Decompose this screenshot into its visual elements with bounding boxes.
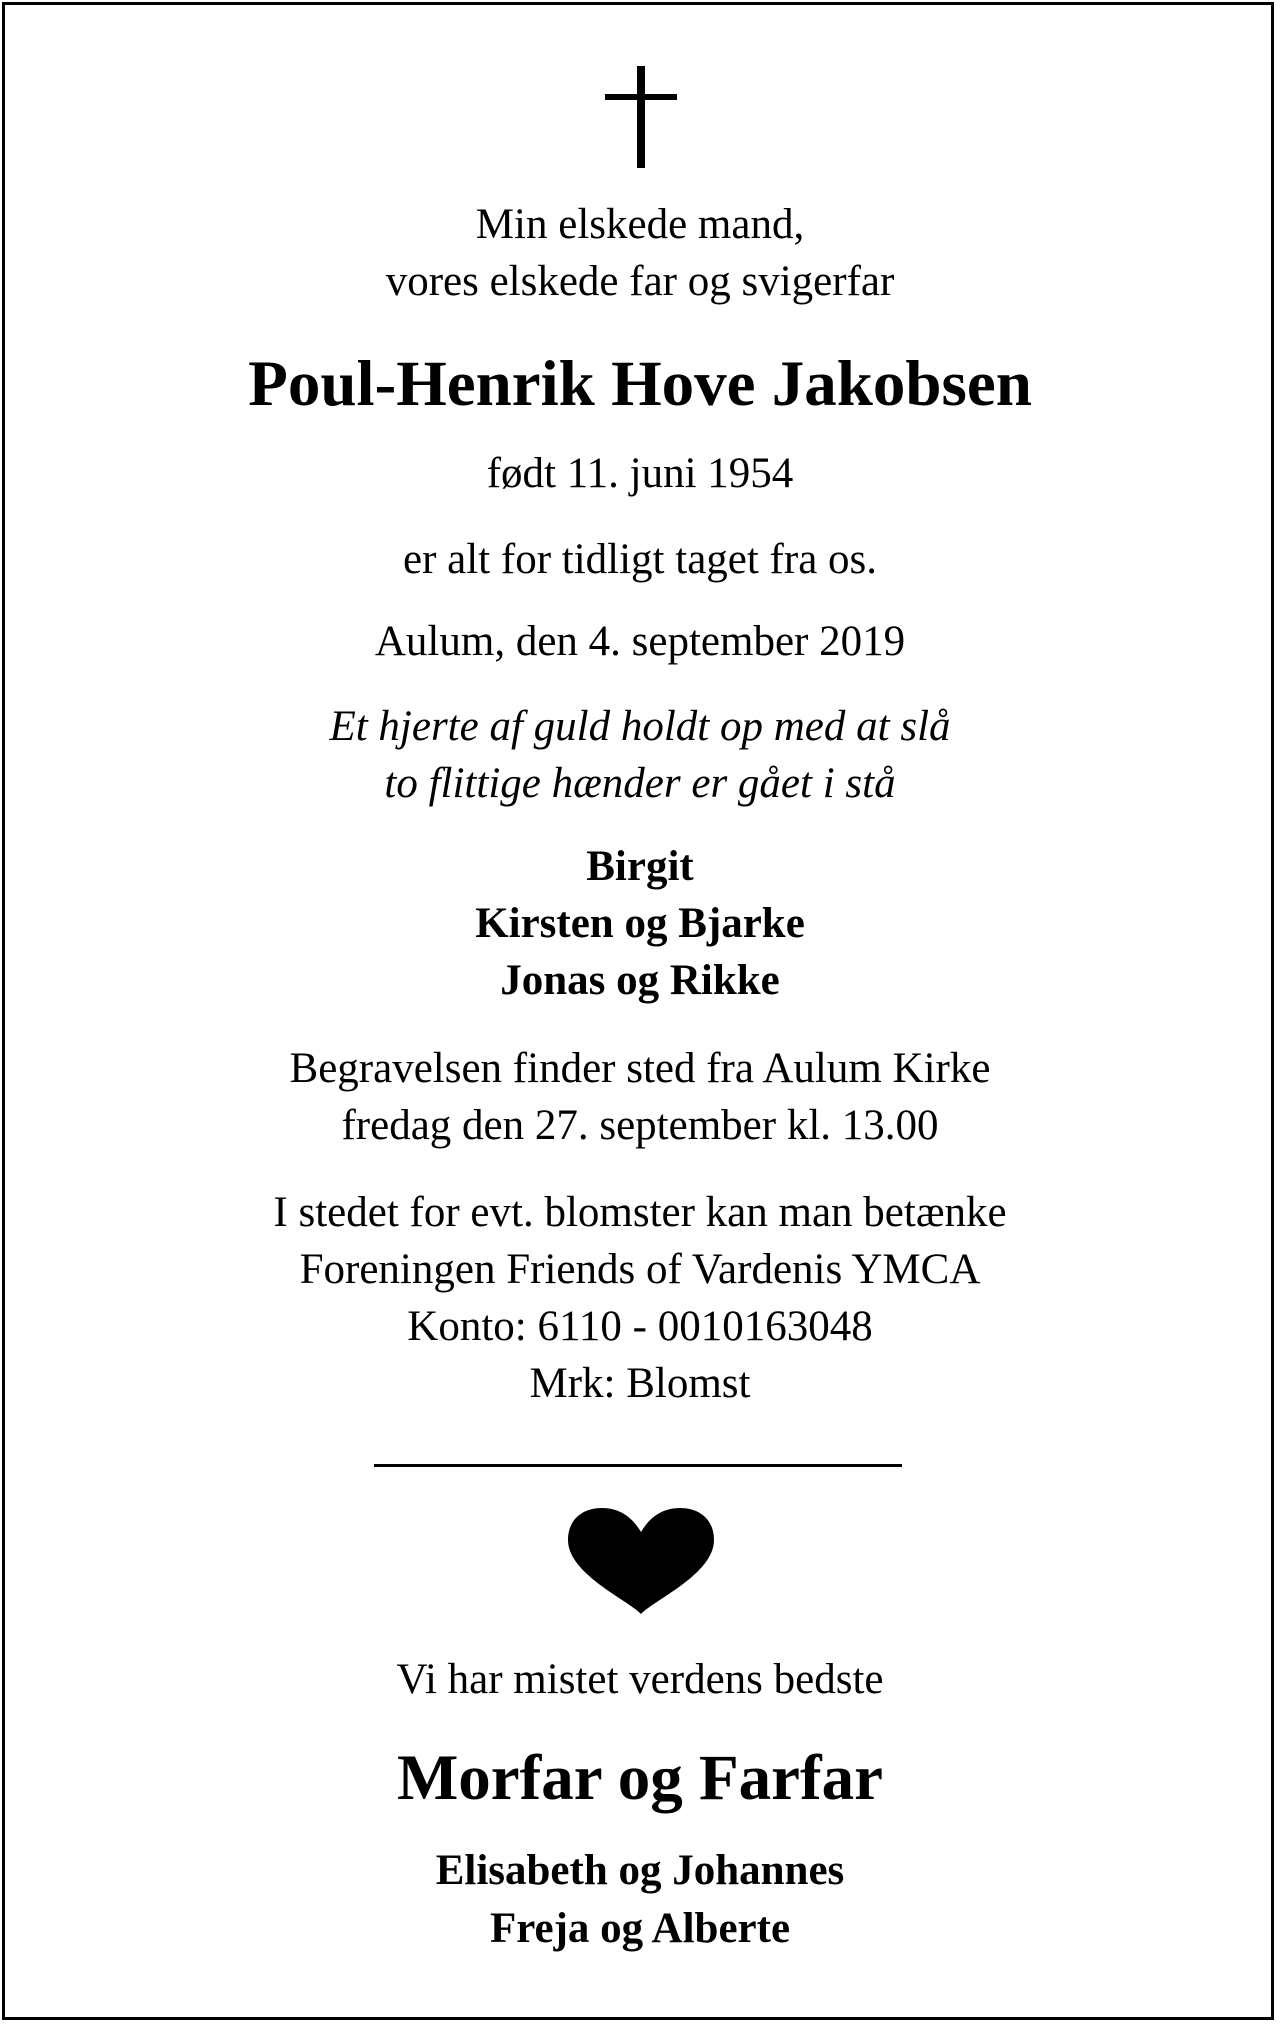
grandchildren-line-1: Elisabeth og Johannes xyxy=(435,1847,845,1894)
poem xyxy=(0,698,1280,812)
place-date: Aulum, den 4. september 2019 xyxy=(374,618,906,665)
second-intro: Vi har mistet verdens bedste xyxy=(396,1656,884,1703)
poem-line-1: Et hjerte af guld holdt op med at slå xyxy=(329,703,951,750)
donation-account: Konto: 6110 - 0010163048 xyxy=(407,1303,873,1350)
funeral-info xyxy=(0,1040,1280,1154)
grandchildren-line-2: Freja og Alberte xyxy=(489,1905,791,1952)
donation-reference: Mrk: Blomst xyxy=(529,1360,751,1407)
family-names xyxy=(0,838,1280,1009)
family-line-3: Jonas og Rikke xyxy=(500,957,780,1004)
donation-info xyxy=(0,1184,1280,1412)
poem-line-2: to flittige hænder er gået i stå xyxy=(384,760,896,807)
deceased-name: Poul-Henrik Hove Jakobsen xyxy=(248,348,1032,420)
family-line-1: Birgit xyxy=(586,843,694,890)
taken-text: er alt for tidligt taget fra os. xyxy=(402,536,878,583)
funeral-line-1: Begravelsen finder sted fra Aulum Kirke xyxy=(289,1045,991,1092)
birth-date: født 11. juni 1954 xyxy=(486,450,794,497)
cross-icon xyxy=(605,66,677,168)
divider-line xyxy=(374,1464,902,1467)
family-line-2: Kirsten og Bjarke xyxy=(475,900,805,947)
intro-line-1: Min elskede mand, xyxy=(475,201,805,248)
intro-text xyxy=(0,196,1280,310)
heart-icon xyxy=(568,1508,714,1614)
donation-line-2: Foreningen Friends of Vardenis YMCA xyxy=(299,1246,981,1293)
donation-line-1: I stedet for evt. blomster kan man betænke xyxy=(273,1189,1007,1236)
second-title: Morfar og Farfar xyxy=(396,1742,884,1814)
funeral-line-2: fredag den 27. september kl. 13.00 xyxy=(341,1102,939,1149)
grandchildren-names xyxy=(0,1842,1280,1958)
intro-line-2: vores elskede far og svigerfar xyxy=(385,258,895,305)
